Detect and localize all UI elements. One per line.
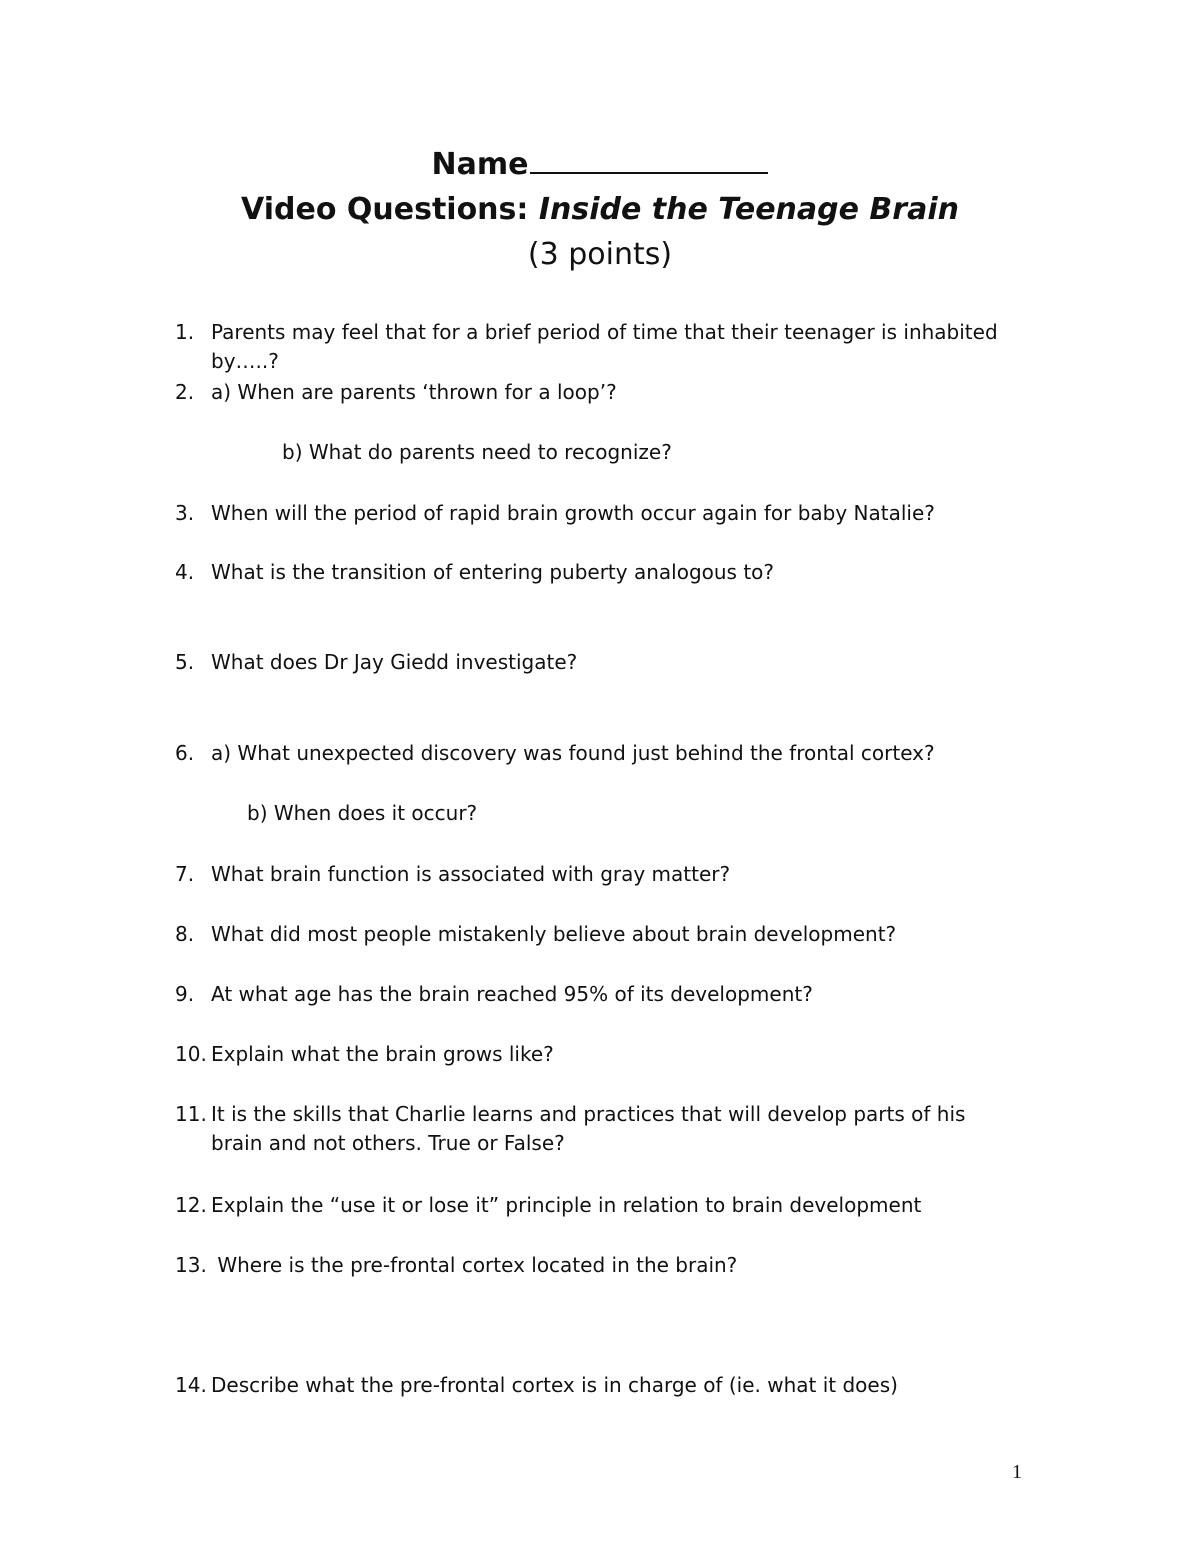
question-text: Explain the “use it or lose it” principle in relation to brain development: [211, 1193, 922, 1217]
page-title: [0, 192, 1200, 228]
question-number: 14.: [175, 1373, 207, 1397]
name-field-row: [0, 146, 1200, 183]
video-title: Inside the Teenage Brain: [538, 192, 959, 227]
question-number: 8.: [175, 922, 195, 946]
question-text: At what age has the brain reached 95% of its development?: [211, 982, 813, 1006]
question-sub-text: b) What do parents need to recognize?: [282, 440, 672, 464]
question-number: 6.: [175, 741, 195, 765]
question-number: 7.: [175, 862, 195, 886]
name-label: Name: [431, 147, 529, 182]
question-text-line-1: It is the skills that Charlie learns and practices that will develop parts of his: [211, 1102, 966, 1126]
question-number: 1.: [175, 320, 195, 344]
question-text: Describe what the pre-frontal cortex is in charge of (ie. what it does): [211, 1373, 898, 1397]
page-number: 1: [1012, 1461, 1022, 1483]
question-number: 4.: [175, 560, 195, 584]
question-text: What does Dr Jay Giedd investigate?: [211, 650, 578, 674]
title-prefix: Video Questions:: [241, 192, 539, 227]
name-blank-line: [530, 146, 768, 174]
question-sub-text: b) When does it occur?: [247, 801, 478, 825]
question-text: a) What unexpected discovery was found just behind the frontal cortex?: [211, 741, 935, 765]
question-number: 13.: [175, 1253, 207, 1277]
question-text: What is the transition of entering puberty analogous to?: [211, 560, 775, 584]
question-text-line-2: by…..?: [211, 349, 279, 373]
question-number: 9.: [175, 982, 195, 1006]
question-text: a) When are parents ‘thrown for a loop’?: [211, 380, 617, 404]
question-number: 12.: [175, 1193, 207, 1217]
points-note: (3 points): [527, 237, 673, 272]
question-number: 3.: [175, 501, 195, 525]
question-number: 10.: [175, 1042, 207, 1066]
question-text: What did most people mistakenly believe about brain development?: [211, 922, 897, 946]
question-text: Explain what the brain grows like?: [211, 1042, 554, 1066]
question-number: 5.: [175, 650, 195, 674]
question-number: 11.: [175, 1102, 207, 1126]
question-text: What brain function is associated with gray matter?: [211, 862, 731, 886]
question-text: When will the period of rapid brain growth occur again for baby Natalie?: [211, 501, 935, 525]
question-number: 2.: [175, 380, 195, 404]
question-text-line-2: brain and not others. True or False?: [211, 1131, 565, 1155]
question-text-line-1: Parents may feel that for a brief period of time that their teenager is inhabited: [211, 320, 998, 344]
question-text: Where is the pre-frontal cortex located in the brain?: [211, 1253, 738, 1277]
